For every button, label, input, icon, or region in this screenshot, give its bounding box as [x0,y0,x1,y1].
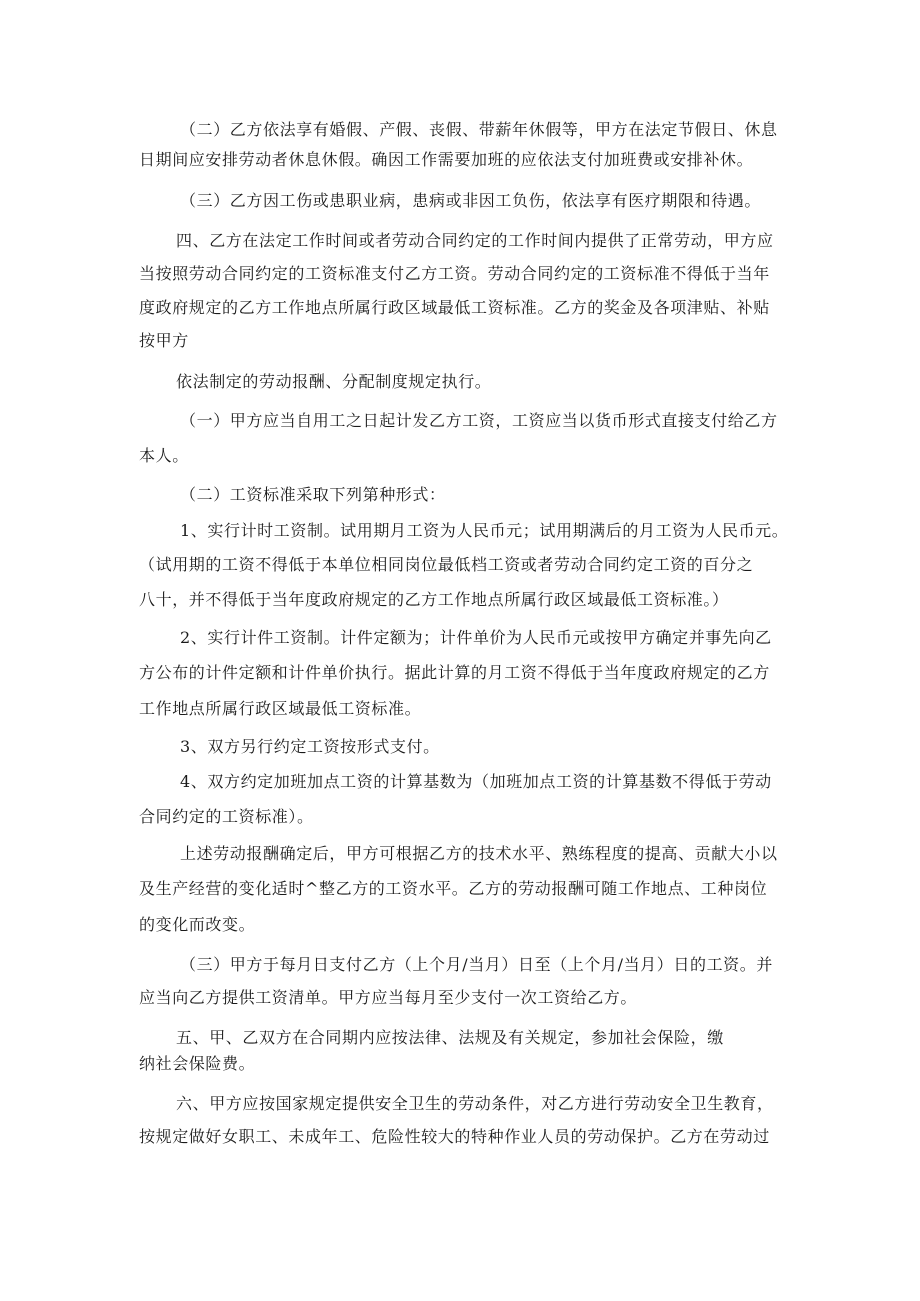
text-line: 3、双方另行约定工资按形式支付。 [180,737,440,756]
text-line: 1、实行计时工资制。试用期月工资为人民币元；试用期满后的月工资为人民币元。 [180,521,789,540]
text-line: （二）乙方依法享有婚假、产假、丧假、带薪年休假等，甲方在法定节假日、休息 [180,120,778,139]
text-line: （二）工资标准采取下列第种形式： [180,485,446,504]
text-line: 应当向乙方提供工资清单。甲方应当每月至少支付一次工资给乙方。 [139,988,638,1007]
text-line: 按甲方 [139,331,189,350]
text-line: 方公布的计件定额和计件单价执行。据此计算的月工资不得低于当年度政府规定的乙方 [139,663,770,682]
text-line: 按规定做好女职工、未成年工、危险性较大的特种作业人员的劳动保护。乙方在劳动过 [139,1127,770,1146]
text-line: 依法制定的劳动报酬、分配制度规定执行。 [176,372,492,391]
text-line: （一）甲方应当自用工之日起计发乙方工资，工资应当以货币形式直接支付给乙方 [180,411,778,430]
text-line: 工作地点所属行政区域最低工资标准。 [139,699,422,718]
text-line: 纳社会保险费。 [139,1054,256,1073]
text-line: （三）乙方因工伤或患职业病，患病或非因工负伤，依法享有医疗期限和待遇。 [180,191,762,210]
text-line: （试用期的工资不得低于本单位相同岗位最低档工资或者劳动合同约定工资的百分之 [139,555,754,574]
text-line: 六、甲方应按国家规定提供安全卫生的劳动条件，对乙方进行劳动安全卫生教育， [176,1094,774,1113]
text-line: 日期间应安排劳动者休息休假。确因工作需要加班的应依法支付加班费或安排补休。 [139,150,754,169]
text-line: 四、乙方在法定工作时间或者劳动合同约定的工作时间内提供了正常劳动，甲方应 [176,231,774,250]
text-line: 度政府规定的乙方工作地点所属行政区域最低工资标准。乙方的奖金及各项津贴、补贴 [139,298,770,317]
text-line: 合同约定的工资标准）。 [139,807,314,826]
text-line: 4、双方约定加班加点工资的计算基数为（加班加点工资的计算基数不得低于劳动 [180,772,772,791]
text-line: 的变化而改变。 [139,915,256,934]
text-line: 五、甲、乙双方在合同期内应按法律、法规及有关规定，参加社会保险，缴 [176,1028,724,1047]
text-line: 本人。 [139,446,189,465]
text-line: 当按照劳动合同约定的工资标准支付乙方工资。劳动合同约定的工资标准不得低于当年 [139,264,770,283]
text-line: 八十，并不得低于当年度政府规定的乙方工作地点所属行政区域最低工资标准。） [139,590,729,609]
text-line: 2、实行计件工资制。计件定额为；计件单价为人民币元或按甲方确定并事先向乙 [180,628,772,647]
text-line: （三）甲方于每月日支付乙方（上个月/当月）日至（上个月/当月）日的工资。并 [180,955,773,974]
text-line: 及生产经营的变化适时^整乙方的工资水平。乙方的劳动报酬可随工作地点、工种岗位 [139,879,768,898]
text-line: 上述劳动报酬确定后，甲方可根据乙方的技术水平、熟练程度的提高、贡献大小以 [180,844,778,863]
